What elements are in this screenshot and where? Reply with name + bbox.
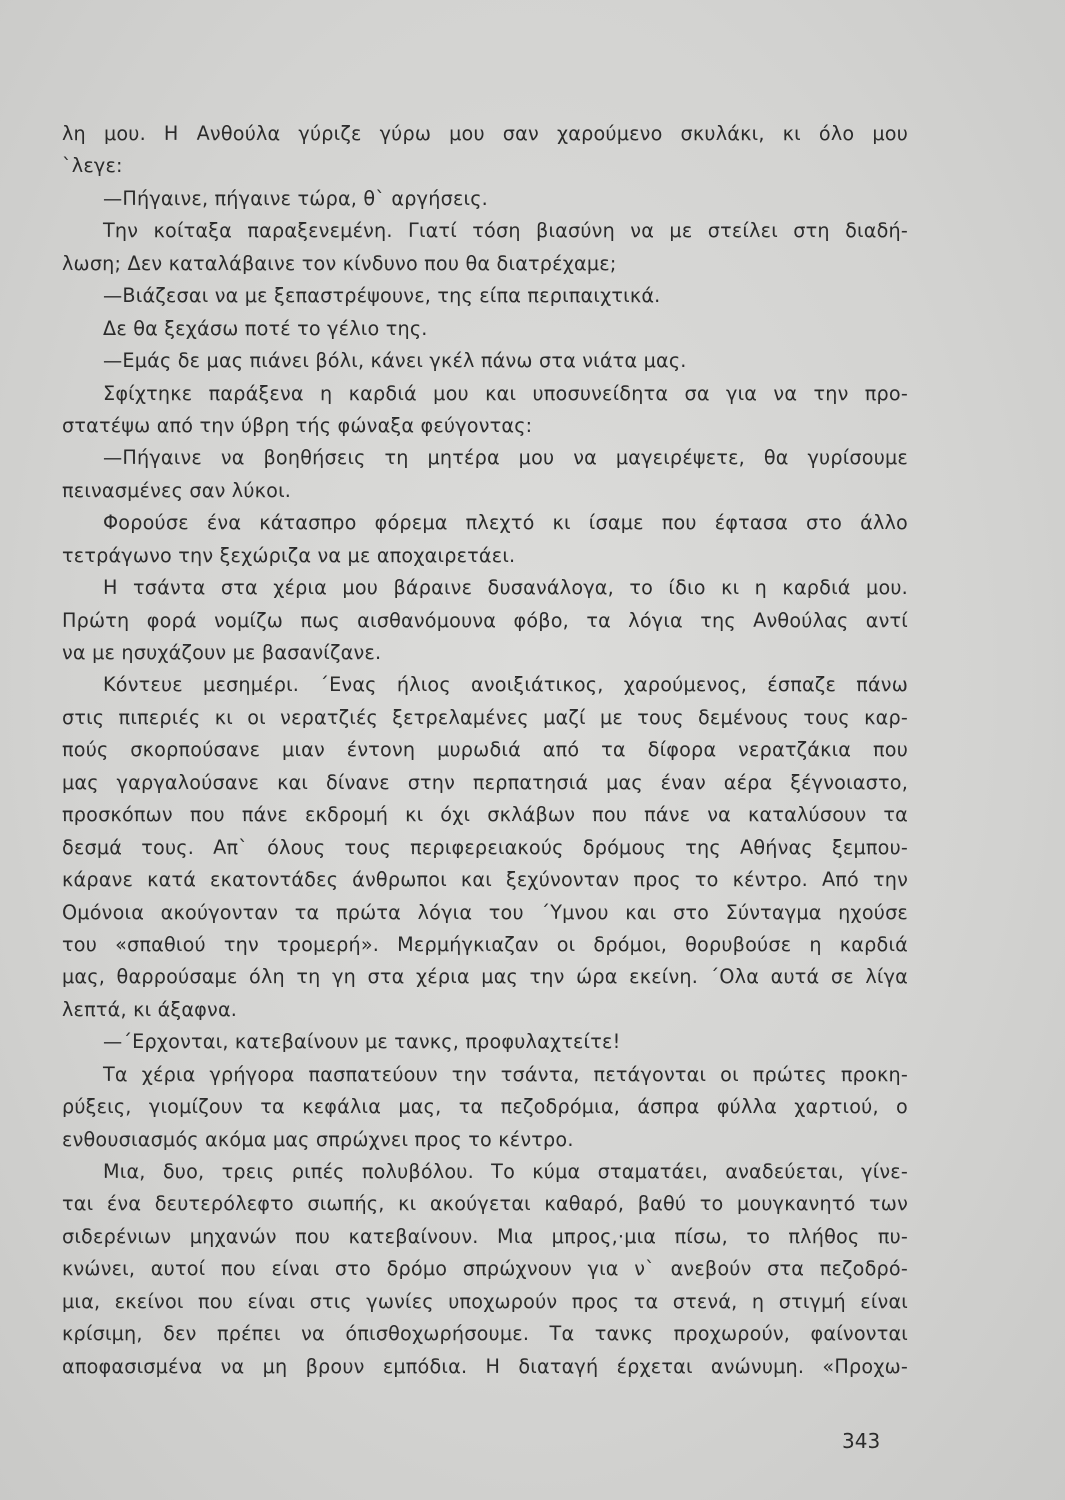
text-line: Τα χέρια γρήγορα πασπατεύουν την τσάντα, πετάγονται οι πρώτες προκη- — [103, 1062, 908, 1086]
text-line: Φορούσε ένα κάτασπρο φόρεμα πλεχτό κι ίσαμε που έφτασα στο άλλο — [103, 511, 908, 535]
text-line: να με ησυχάζουν με βασανίζανε. — [62, 641, 382, 664]
text-line: ρύξεις, γιομίζουν τα κεφάλια μας, τα πεζοδρόμια, άσπρα φύλλα χαρτιού, ο — [62, 1095, 908, 1119]
text-line: ενθουσιασμός ακόμα μας σπρώχνει προς το κέντρο. — [62, 1127, 574, 1151]
text-line: του «σπαθιού την τρομερή». Μερμήγκιαζαν οι δρόμοι, θορυβούσε η καρδιά — [62, 932, 908, 956]
text-line: Κόντευε μεσημέρι. ΄Ενας ήλιος ανοιξιάτικος, χαρούμενος, έσπαζε πάνω — [103, 673, 908, 697]
body-text — [62, 118, 908, 1383]
text-line: `λεγε: — [62, 154, 123, 178]
text-line: κρίσιμη, δεν πρέπει να όπισθοχωρήσουμε. Τα τανκς προχωρούν, φαίνονται — [62, 1322, 908, 1346]
text-line: Η τσάντα στα χέρια μου βάραινε δυσανάλογα, το ίδιο κι η καρδιά μου. — [103, 576, 908, 600]
text-line: κάρανε κατά εκατοντάδες άνθρωποι και ξεχύνονταν προς το κέντρο. Από την — [62, 868, 908, 892]
text-line: πούς σκορπούσανε μιαν έντονη μυρωδιά από τα δίφορα νερατζάκια που — [62, 738, 908, 762]
text-line: —΄Ερχονται, κατεβαίνουν με τανκς, προφυλαχτείτε! — [103, 1030, 621, 1054]
text-line: λη μου. Η Ανθούλα γύριζε γύρω μου σαν χαρούμενο σκυλάκι, κι όλο μου — [62, 122, 908, 145]
text-line: λωση; Δεν καταλάβαινε τον κίνδυνο που θα διατρέχαμε; — [62, 251, 617, 275]
text-line: Δε θα ξεχάσω ποτέ το γέλιο της. — [103, 316, 428, 340]
text-line: στις πιπεριές κι οι νερατζιές ξετρελαμένες μαζί με τους δεμένους τους καρ- — [62, 705, 908, 729]
text-line: —Πήγαινε, πήγαινε τώρα, θ` αργήσεις. — [103, 186, 488, 210]
text-line: μας γαργαλούσανε και δίνανε στην περπατησιά μας έναν αέρα ξέγνοιαστο, — [62, 770, 908, 794]
text-line: Σφίχτηκε παράξενα η καρδιά μου και υποσυνείδητα σα για να την προ- — [103, 381, 908, 405]
text-line: πεινασμένες σαν λύκοι. — [62, 478, 292, 502]
text-line: σιδερένιων μηχανών που κατεβαίνουν. Μια μπρος,·μια πίσω, το πλήθος πυ- — [62, 1224, 908, 1248]
text-line: Ομόνοια ακούγονταν τα πρώτα λόγια του ΄Υμνου και στο Σύνταγμα ηχούσε — [62, 900, 908, 924]
text-line: στατέψω από την ύβρη τής φώναξα φεύγοντας: — [62, 413, 533, 437]
text-line: προσκόπων που πάνε εκδρομή κι όχι σκλάβων που πάνε να καταλύσουν τα — [62, 803, 908, 827]
text-line: —Πήγαινε να βοηθήσεις τη μητέρα μου να μαγειρέψετε, θα γυρίσουμε — [103, 446, 908, 470]
text-line: μια, εκείνοι που είναι στις γωνίες υποχωρούν προς τα στενά, η στιγμή είναι — [62, 1289, 908, 1313]
text-line: τετράγωνο την ξεχώριζα να με αποχαιρετάει. — [62, 543, 516, 567]
text-line: Πρώτη φορά νομίζω πως αισθανόμουνα φόβο, τα λόγια της Ανθούλας αντί — [62, 608, 908, 632]
text-line: ται ένα δευτερόλεφτο σιωπής, κι ακούγεται καθαρό, βαθύ το μουγκανητό των — [62, 1192, 908, 1216]
text-line: Την κοίταξα παραξενεμένη. Γιατί τόση βιασύνη να με στείλει στη διαδή- — [103, 219, 908, 243]
text-line: Μια, δυο, τρεις ριπές πολυβόλου. Το κύμα σταματάει, αναδεύεται, γίνε- — [103, 1160, 908, 1183]
text-line: —Βιάζεσαι να με ξεπαστρέψουνε, της είπα περιπαιχτικά. — [103, 284, 661, 308]
page-number: 343 — [842, 1429, 881, 1453]
text-line: —Εμάς δε μας πιάνει βόλι, κάνει γκέλ πάνω στα νιάτα μας. — [103, 349, 687, 373]
text-line: μας, θαρρούσαμε όλη τη γη στα χέρια μας την ώρα εκείνη. ΄Ολα αυτά σε λίγα — [62, 965, 908, 989]
text-line: αποφασισμένα να μη βρουν εμπόδια. Η διαταγή έρχεται ανώνυμη. «Προχω- — [62, 1354, 908, 1378]
text-line: δεσμά τους. Απ` όλους τους περιφερειακούς δρόμους της Αθήνας ξεμπου- — [62, 835, 908, 859]
text-line: λεπτά, κι άξαφνα. — [62, 997, 238, 1021]
text-line: κνώνει, αυτοί που είναι στο δρόμο σπρώχνουν για ν` ανεβούν στα πεζοδρό- — [62, 1257, 908, 1281]
